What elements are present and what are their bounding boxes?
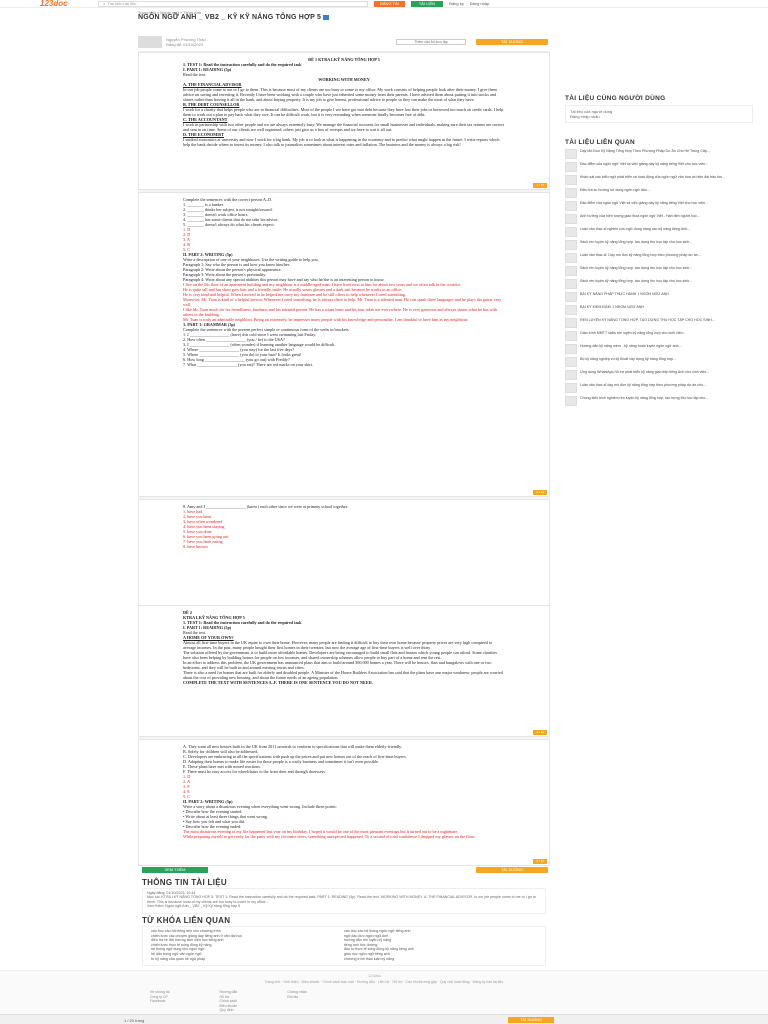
footer-link[interactable]: Hướng dẫn — [219, 990, 238, 994]
document-line: Paragraph 3: Write about the person's personality. — [183, 272, 267, 277]
page-number-badge: 1 / 20 — [533, 183, 547, 188]
footer-link[interactable]: Về chúng tôi — [150, 990, 170, 994]
same-author-item[interactable]: Đăng nhập nhận — [570, 114, 600, 119]
keyword-link[interactable]: chương trình thảo luận kỹ năng — [344, 956, 395, 961]
related-item[interactable] — [565, 162, 753, 173]
document-line: 5. C — [183, 247, 190, 252]
keyword-link[interactable]: ngữ đạo đức ngôn ngữ Anh — [344, 933, 389, 938]
document-line: WORKING WITH MONEY — [318, 77, 370, 82]
related-item-title: Khảo sát các biểu ngữ phát triển và hoạt động của ngôn ngữ văn hóa và hiện đại bảo tồn... — [580, 175, 726, 179]
document-line: 3. PART 1: GRAMMAR (3p) — [183, 322, 236, 327]
footer-link[interactable]: Hỗ trợ — [219, 994, 230, 999]
footer-link[interactable]: Chính sách — [219, 999, 238, 1003]
site-logo[interactable]: 123doc — [40, 0, 68, 8]
page-indicator[interactable]: 1 / 20 trang — [124, 1018, 145, 1023]
related-item-title: Sách rèn luyện kỹ năng tổng hợp, tạo dựng thu học tập cho học sinh... — [580, 240, 693, 244]
document-line: • Say how you felt and what you did. — [183, 819, 246, 824]
breadcrumb[interactable]: Trang chủ » Ngoại ngữ » Tiếng Anh — [138, 10, 202, 15]
related-item-title: Luận văn thạc sĩ nghiên cứu ngữ dụng nâng cao kỹ năng tiếng Anh... — [580, 227, 691, 231]
document-line: Paragraph 1: Say who the person is and how you know him/her. — [183, 262, 290, 267]
page-number-badge: 5 / 20 — [533, 859, 547, 864]
keyword-link[interactable]: tiếng anh học đường — [344, 942, 378, 947]
login-link[interactable]: Đăng ký — [449, 1, 464, 6]
document-line: II. PART 2: WRITING (5p) — [183, 252, 233, 257]
document-thumbnail-icon — [565, 240, 577, 250]
document-line: 6. have you been going out — [183, 534, 229, 539]
download-button[interactable]: TẢI XUỐNG — [476, 39, 548, 45]
document-line: In our job people come to me or I go to them. This is because most of my clients are too busy to come to my office. My work consists of helping people look after their money. I give them advice on saving and investing it. Recently I have been working with a couple who have just inherited some money from their parents. I have advised them about putting it into stocks and shares rather than leaving it all in the bank, and about buying property. It is my job to give honest, professional advice to people so they can make the most of what they have. — [183, 87, 497, 102]
document-line: There is also a need for homes that are built for elderly and disabled people. A Minister of the House Builders Association has said that the plans have one major weakness: people are worried about the cost of providing new housing, and about the future needs of an ageing population. — [183, 670, 503, 680]
document-thumbnail-icon — [565, 188, 577, 198]
document-line: I studied economics at university and now I work for a big bank. My job is to look at what is happening in the economy and to predict what might happen in the future. I write reports which help the bank decide where to invest its money. I also talk to journalists sometimes about interest rates and inflation. The business and the money is always a big risk! — [183, 137, 500, 147]
keyword-link[interactable]: từ kỹ năng của quan hệ ngữ pháp — [151, 956, 206, 961]
document-line: B. THE DEBT COUNSELLOR — [183, 102, 240, 107]
document-line: 7. What ___________________ (you eat)? There are red marks on your shirt. — [183, 362, 313, 367]
document-line: 8. Amy and I ___________________ (know) each other since we were at primary school together. — [183, 504, 348, 509]
document-line: I. PART 1: READING (5p) — [183, 625, 232, 630]
document-line: C. THE ACCOUNTANT — [183, 117, 228, 122]
document-line: I. PART 1: READING (5p) — [183, 67, 232, 72]
document-line: A. They want all new houses built in the UK from 2011 onwards to conform to specifications that will make them elderly-friendly. — [183, 744, 402, 749]
related-list — [565, 149, 753, 407]
related-item[interactable] — [565, 227, 753, 238]
related-item[interactable] — [565, 331, 753, 342]
document-thumbnail-icon — [565, 175, 577, 185]
document-line: 3. ________ doesn't work office hours. — [183, 212, 249, 217]
keyword-link[interactable]: giáo dục ngôn ngữ tiếng anh — [344, 951, 390, 956]
document-line: The most disastrous evening of my life happened last year on my birthday. I hoped it would be one of the most pleasant evenings but it turned out to be a nightmare. — [183, 829, 459, 834]
document-line: 8. have known — [183, 544, 208, 549]
footer-col-1 — [150, 990, 169, 1013]
related-item[interactable] — [565, 383, 753, 394]
document-line: I live on the 5th floor of an apartment building and my neighbour is a middle-aged man. I have lived next to him for about two years and we often talk in the corridor. — [183, 282, 461, 287]
document-thumbnail-icon — [565, 214, 577, 224]
keyword-link[interactable]: cấu trúc các hệ thống ngôn ngữ tiếng anh — [344, 929, 411, 933]
related-item[interactable] — [565, 279, 753, 290]
document-line: Write a story about a disastrous evening when everything went wrong. Include these points: — [183, 804, 337, 809]
footer-link[interactable]: Điều khoản — [219, 1003, 238, 1008]
document-line: C. Developers are embracing to all the specifications with push up the prices and put new homes out of the reach of first-time buyers. — [183, 754, 407, 759]
related-item-title: Bộ kỹ năng nghiệp vụ kỹ thuật xây dựng kỹ năng tổng hợp... — [580, 357, 677, 361]
document-line: 1. TEST 1: Read the instruction carefully and do the required task — [183, 62, 302, 67]
avatar[interactable] — [138, 36, 162, 48]
document-line: COMPLETE THE TEXT WITH SENTENCES A–F. THERE IS ONE SENTENCE YOU DO NOT NEED. — [183, 680, 373, 685]
footer-link[interactable]: Quy định — [219, 1008, 234, 1012]
document-thumbnail-icon — [565, 357, 577, 367]
document-line: Mr. Tuan is truly an admirable neighbour. Being an extremely, he impresses many people with his knowledge and personality. I am thankful to have him as my neighbour. — [183, 317, 469, 322]
page-number-badge: 2 / 20 — [533, 490, 547, 495]
related-item[interactable] — [565, 266, 753, 277]
document-line: 1. TEST 1: Read the instruction carefully and do the required task — [183, 620, 302, 625]
document-line: 5. ________ doesn't always do what his clients expect. — [183, 222, 275, 227]
document-page-4 — [138, 605, 550, 737]
sidebar — [565, 95, 753, 409]
document-line: Complete the sentences with the present perfect simple or continuous form of the verbs in brackets. — [183, 327, 350, 332]
same-author-heading: TÀI LIỆU CÙNG NGƯỜI DÙNG — [565, 95, 666, 102]
related-item-title: Chúng kiến kinh nghiệm rèn luyện kỹ năng tổng hợp, tạo hứng thú học tập cho... — [580, 396, 709, 400]
document-line: • Describe how the evening ended. — [183, 824, 242, 829]
document-line: 6. How long ___________________ (you go out) with Freddy? — [183, 357, 290, 362]
document-line: Paragraph 2: Write about the person's physical appearance. — [183, 267, 282, 272]
related-item[interactable] — [565, 149, 753, 160]
document-line: Paragraph 4: Write about any special abilities this person may have and say who he/she is an interesting person to know. — [183, 277, 385, 282]
document-thumbnail-icon — [565, 331, 577, 341]
related-item[interactable] — [565, 240, 753, 251]
document-thumbnail-icon — [565, 266, 577, 276]
document-line: 4. Where ___________________ (you stay) for the last five days? — [183, 347, 295, 352]
keyword-link[interactable]: hệ thống ngữ dụng cho ngôn ngữ — [151, 947, 205, 952]
document-line: 1. D — [183, 227, 191, 232]
related-item-title: Sách rèn luyện kỹ năng tổng hợp, tạo dựng thu học tập cho học sinh... — [580, 266, 693, 270]
download-top-button[interactable]: TẢI LIÊN — [411, 1, 443, 7]
pagination-bar — [0, 1014, 768, 1024]
document-thumbnail-icon — [565, 305, 577, 315]
info-box — [142, 888, 546, 914]
document-line: D. Adapting their homes to make life easier for these people is a costly business and sometimes it isn't even possible. — [183, 759, 379, 764]
document-line: While preparing myself to get ready for the party with my favourite dress, something unexpected happened. To a second of total confidence I dropped my glasses on the floor. — [183, 834, 476, 839]
document-line: He is very kind and helpful. When I moved in he helped me carry my furniture and he still offers to help whenever I need something. — [183, 292, 406, 297]
author-meta: Đăng tải: 01/10/2023 — [166, 42, 204, 47]
verified-icon — [323, 15, 329, 20]
same-author-box — [565, 105, 753, 123]
related-item[interactable] — [565, 370, 753, 381]
document-line: 1. ________ is a banker. — [183, 202, 224, 207]
document-line: Read the text. — [183, 630, 207, 635]
document-page-2 — [138, 192, 550, 497]
document-thumbnail-icon — [565, 292, 577, 302]
document-line: II. PART 2: WRITING (5p) — [183, 799, 233, 804]
related-item[interactable] — [565, 175, 753, 186]
related-item-title: Luận văn thạc sĩ: Dạy mô đun kỹ năng tổng hợp theo phương pháp dự án... — [580, 253, 701, 257]
document-line: I work for a charity that helps people who are in financial difficulties. Most of the people I see have got into debt because they have lost their jobs or borrowed too much on credit cards. I help them to work out a plan to pay back what they owe. It can be difficult work, but it is very rewarding when someone finally becomes free of debt. — [183, 107, 504, 117]
keyword-link[interactable]: cấu trúc câu hỏi tiếng anh cho chương trình — [151, 929, 221, 933]
footer-col-2 — [219, 990, 237, 1013]
footer-logo[interactable]: 123doc — [368, 973, 382, 978]
search-placeholder: Tìm kiếm tài liệu — [107, 1, 137, 6]
author-name[interactable]: Nguyễn Phương Thảo — [166, 37, 206, 42]
document-thumbnail-icon — [565, 383, 577, 393]
related-item[interactable] — [565, 396, 753, 407]
document-line: • Describe how the evening started. — [183, 809, 243, 814]
document-thumbnail-icon — [565, 253, 577, 263]
document-line: Moreover, Mr. Tuan is kind of a helpful person. Whenever I need something, he is always there to help. Mr. Tuan is a talented man. He can speak three languages and he plays the guitar very well. — [183, 297, 502, 307]
document-line: 1. D — [183, 774, 191, 779]
related-item[interactable] — [565, 357, 753, 368]
related-item[interactable] — [565, 214, 753, 225]
download-bottom-button[interactable]: TẢI XUỐNG — [476, 867, 548, 873]
info-line: Mục lục: KTRA LKỸ NĂNG TỔNG HỢP 5. TEST 1: Read the instruction carefully and do the required task. PART 1: READING (5p). Read the text. WORKING WITH MONEY. A. THE FINANCIAL ADVISOR. In our job people come to me or I go to them. This is because most of my clients are too busy to come to my office... — [147, 895, 536, 904]
add-to-collection-button[interactable]: Thêm vào bộ sưu tập — [396, 39, 466, 45]
footer-link[interactable]: Công ty CP — [150, 994, 168, 999]
document-thumbnail-icon — [565, 370, 577, 380]
keywords-heading: TỪ KHÓA LIÊN QUAN — [142, 916, 231, 925]
upload-button[interactable]: ĐĂNG TẢI — [374, 1, 405, 7]
document-line: 1. have had — [183, 509, 203, 514]
document-thumbnail-icon — [565, 201, 577, 211]
top-bar — [0, 0, 768, 8]
related-item-title: Điều tra xu hướng sử dụng ngôn ngữ đầu... — [580, 188, 650, 192]
document-viewer[interactable] — [138, 52, 550, 866]
document-line: 1. I ___________________ (have) this cold since I went swimming last Friday. — [183, 332, 317, 337]
related-item-title: BÀI KỸ KIỂM ĐỊNH 1 NHÓM NGỮ ANH — [580, 305, 644, 309]
document-line: 2. A — [183, 779, 190, 784]
related-item[interactable] — [565, 292, 753, 303]
document-line: A. THE FINANCIAL ADVISOR — [183, 82, 242, 87]
document-line: 7. have you been eating — [183, 539, 223, 544]
document-line: Complete the sentences with the correct person A–D. — [183, 197, 273, 202]
page-title — [138, 14, 329, 21]
related-item-title: Hướng dẫn kỹ năng mềm - kỹ năng huấn luyện ngôn ngữ anh... — [580, 344, 682, 348]
footer-columns — [150, 990, 307, 1013]
footer-link[interactable]: Chứng nhận — [287, 990, 307, 994]
related-item-title: Giáo trình MMTT skills rèn luyện kỹ năng tổng hợp cho sinh viên... — [580, 331, 686, 335]
related-item-title: BÀI KỸ NĂNG PHÁP THỰC HÀNH 1 NGÔN NGỮ ANH — [580, 292, 669, 296]
document-line: D. THE ECONOMIST — [183, 132, 224, 137]
footer-link[interactable]: Facebook — [150, 999, 166, 1003]
document-line: 3. F — [183, 784, 190, 789]
view-more-button[interactable]: XEM THÊM — [142, 867, 208, 873]
search-icon: ⌕ — [103, 1, 106, 6]
document-line: I work in partnership with two other people and we are always extremely busy. We manage the financial accounts for small businesses and individuals, making sure their tax returns are correct and sent in on time. Some of our clients are well organised, others just give us a box of receipts and we have to sort it all out. — [183, 122, 504, 132]
related-heading: TÀI LIỆU LIÊN QUAN — [565, 139, 636, 146]
document-line: B. Solely for children will also be addressed. — [183, 749, 259, 754]
related-item-title: Ứng dụng WhatsApp hỗ trợ phát triển kỹ năng giao tiếp tiếng Anh cho sinh viên... — [580, 370, 710, 374]
keyword-link[interactable]: hệ dẫn trong ngữ văn ngôn ngữ — [151, 951, 202, 956]
same-author-item[interactable]: Tài liệu của người dùng — [570, 109, 613, 114]
info-line: Ngày đăng: 01/10/2023, 10:44 — [147, 891, 196, 895]
register-link[interactable]: Đăng nhập — [469, 1, 490, 6]
related-item[interactable] — [565, 344, 753, 355]
keyword-row — [151, 957, 537, 962]
page-title-text: NGÔN NGỮ ANH _ VB2 _ KỸ KỸ NĂNG TỔNG HỢP 5 — [138, 14, 322, 21]
document-page-1 — [138, 52, 550, 190]
footer-links[interactable]: Trang chủ · Giới thiệu · Điều khoản · Chính sách bảo mật · Hướng dẫn · Liên hệ · Hỗ trợ · Câu hỏi thường gặp · Quy chế hoạt động · Đăng ký bán tài liệu — [264, 980, 504, 984]
document-line: 2. have you been — [183, 514, 212, 519]
keywords-box — [142, 926, 546, 966]
document-line: 2. How often ___________________ (you / be) to the USA? — [183, 337, 285, 342]
document-line: 5. have you done — [183, 529, 212, 534]
document-line: 5. Where ___________________ (you do) to your hair? It looks great! — [183, 352, 302, 357]
document-thumbnail-icon — [565, 149, 577, 159]
document-line: 2. D — [183, 232, 191, 237]
pagebar-download-button[interactable]: TẢI XUỐNG — [508, 1017, 554, 1023]
related-item[interactable] — [565, 188, 753, 199]
document-line: 4. have you been staying — [183, 524, 225, 529]
document-thumbnail-icon — [565, 279, 577, 289]
author-info — [166, 37, 206, 47]
keyword-link[interactable]: hướng dẫn rèn luyện kỹ năng — [344, 938, 392, 943]
document-thumbnail-icon — [565, 396, 577, 406]
document-line: F. There must be easy access for wheelchairs to the front door and through doorways. — [183, 769, 327, 774]
keyword-link[interactable]: đầu tư thực tế sống động kỹ năng tiếng anh — [344, 947, 414, 952]
document-page-5 — [138, 739, 550, 866]
related-item-title: Dạy Mô Đun Kỹ Năng Tổng Hợp Theo Phương Pháp Dự Án Cho Hệ Trung Cấp... — [580, 149, 710, 153]
document-line: 5. C — [183, 794, 190, 799]
info-line: Xem thêm: Ngôn ngữ Anh _ VB2 _ Kỹ Kỹ năng tổng hợp 5 — [147, 904, 241, 909]
document-thumbnail-icon — [565, 344, 577, 354]
document-line: 3. I ___________________ (often wonder) if learning another language would be difficult. — [183, 342, 336, 347]
related-item-title: RÈN LUYỆN KỸ NĂNG TỔNG HỢP, TẠO DỰNG THU HỌC TẬP CHO HỌC SINH... — [580, 318, 715, 322]
footer — [0, 970, 768, 1014]
related-item-title: Anh hưởng của hiện tượng giao thoa ngôn ngữ Việt - Hán đến người học... — [580, 214, 700, 218]
related-item[interactable] — [565, 253, 753, 264]
document-meta — [138, 34, 550, 52]
document-line: I like Mr. Tuan much for his friendliness, kindness and his talented person. He has a warm heart and his tour takes me everywhere. He is very generous and always shares what he has with others in the building. — [183, 307, 497, 317]
related-item-title: Đào điểm của ngôn ngữ Việt và việc giảng dạy kỹ năng tiếng Việt cho học viên... — [580, 162, 709, 166]
footer-col-3 — [287, 990, 306, 1013]
document-line: Write a description of one of your neighbours. Use the writing guide to help you. — [183, 257, 319, 262]
related-item-title: Sách rèn luyện kỹ năng tổng hợp, tạo dựng thu học tập cho học sinh... — [580, 279, 693, 283]
document-thumbnail-icon — [565, 227, 577, 237]
document-line: • Write about at least three things that went wrong. — [183, 814, 268, 819]
info-heading: THÔNG TIN TÀI LIỆU — [142, 878, 227, 887]
document-thumbnail-icon — [565, 318, 577, 328]
document-thumbnail-icon — [565, 162, 577, 172]
document-line: Read the text. — [183, 72, 207, 77]
document-line: 3. A — [183, 237, 190, 242]
document-line: 3. have often wondered — [183, 519, 223, 524]
keyword-link[interactable]: chiến lược thực tế sống động kỹ năng — [151, 942, 212, 947]
download-bar — [138, 866, 550, 876]
document-line: He is quite tall and has short grey hair and a friendly smile. He usually wears glasses and a dark suit because he works in an office. — [183, 287, 403, 292]
keyword-link[interactable]: điều tra về đời hương sinh viên học tiếng anh — [151, 938, 224, 943]
document-line: The solution offered by the government is to build more affordable homes. Developers are being encouraged to build small flats and houses which young people can afford. Some charities have also been helping by building homes for people on low incomes, and shared ownership schemes allow people to buy part of a home and rent the rest. — [183, 650, 497, 660]
footer-link[interactable]: Đối tác — [287, 994, 299, 999]
page-number-badge: 4 / 20 — [533, 730, 547, 735]
document-line: 4. ________ has some clients that do not take his advice. — [183, 217, 279, 222]
document-line: E. These plans have met with mixed reactions. — [183, 764, 261, 769]
document-line: 2. ________ thinks her subject is not straightforward. — [183, 207, 273, 212]
document-line: In an effort to address this problem, the UK government has announced plans that aim to build around 300,000 homes a year. There will be houses, flats and bungalows with one or two bedrooms, and they will be built in and around existing towns and cities. — [183, 660, 492, 670]
document-line: ĐỀ 1 KTRA LKỸ NĂNG TỔNG HỢP 5 — [308, 57, 380, 62]
related-item[interactable] — [565, 318, 753, 329]
document-line: Almost all first-time buyers in the UK aspire to own their home. However, many people are finding it difficult to buy their own home because property prices are very high compared to average incomes. In the past, many people bought their first homes in their twenties, but now the average age of first-time buyers is well over thirty. — [183, 640, 493, 650]
document-line: KTRA LKỸ NĂNG TỔNG HỢP 5 — [183, 615, 245, 620]
search-input[interactable] — [98, 1, 368, 7]
related-item-title: Đặc điểm của ngôn ngữ Việt và việc giảng dạy kỹ năng tiếng Việt cho học viên... — [580, 201, 708, 205]
document-line: 4. B — [183, 242, 190, 247]
related-item-title: Luận văn thạc sĩ dạy mô đun kỹ năng tổng hợp theo phương pháp dự án cho... — [580, 383, 707, 387]
document-line: A HOME OF YOUR OWN? — [183, 635, 234, 640]
related-item[interactable] — [565, 305, 753, 316]
related-item[interactable] — [565, 201, 753, 212]
document-line: ĐỀ 2 — [183, 610, 192, 615]
keyword-link[interactable]: chiến lược các chuyên giảng dạy tiếng anh ở văn đại học — [151, 933, 243, 938]
document-line: 4. E — [183, 789, 190, 794]
